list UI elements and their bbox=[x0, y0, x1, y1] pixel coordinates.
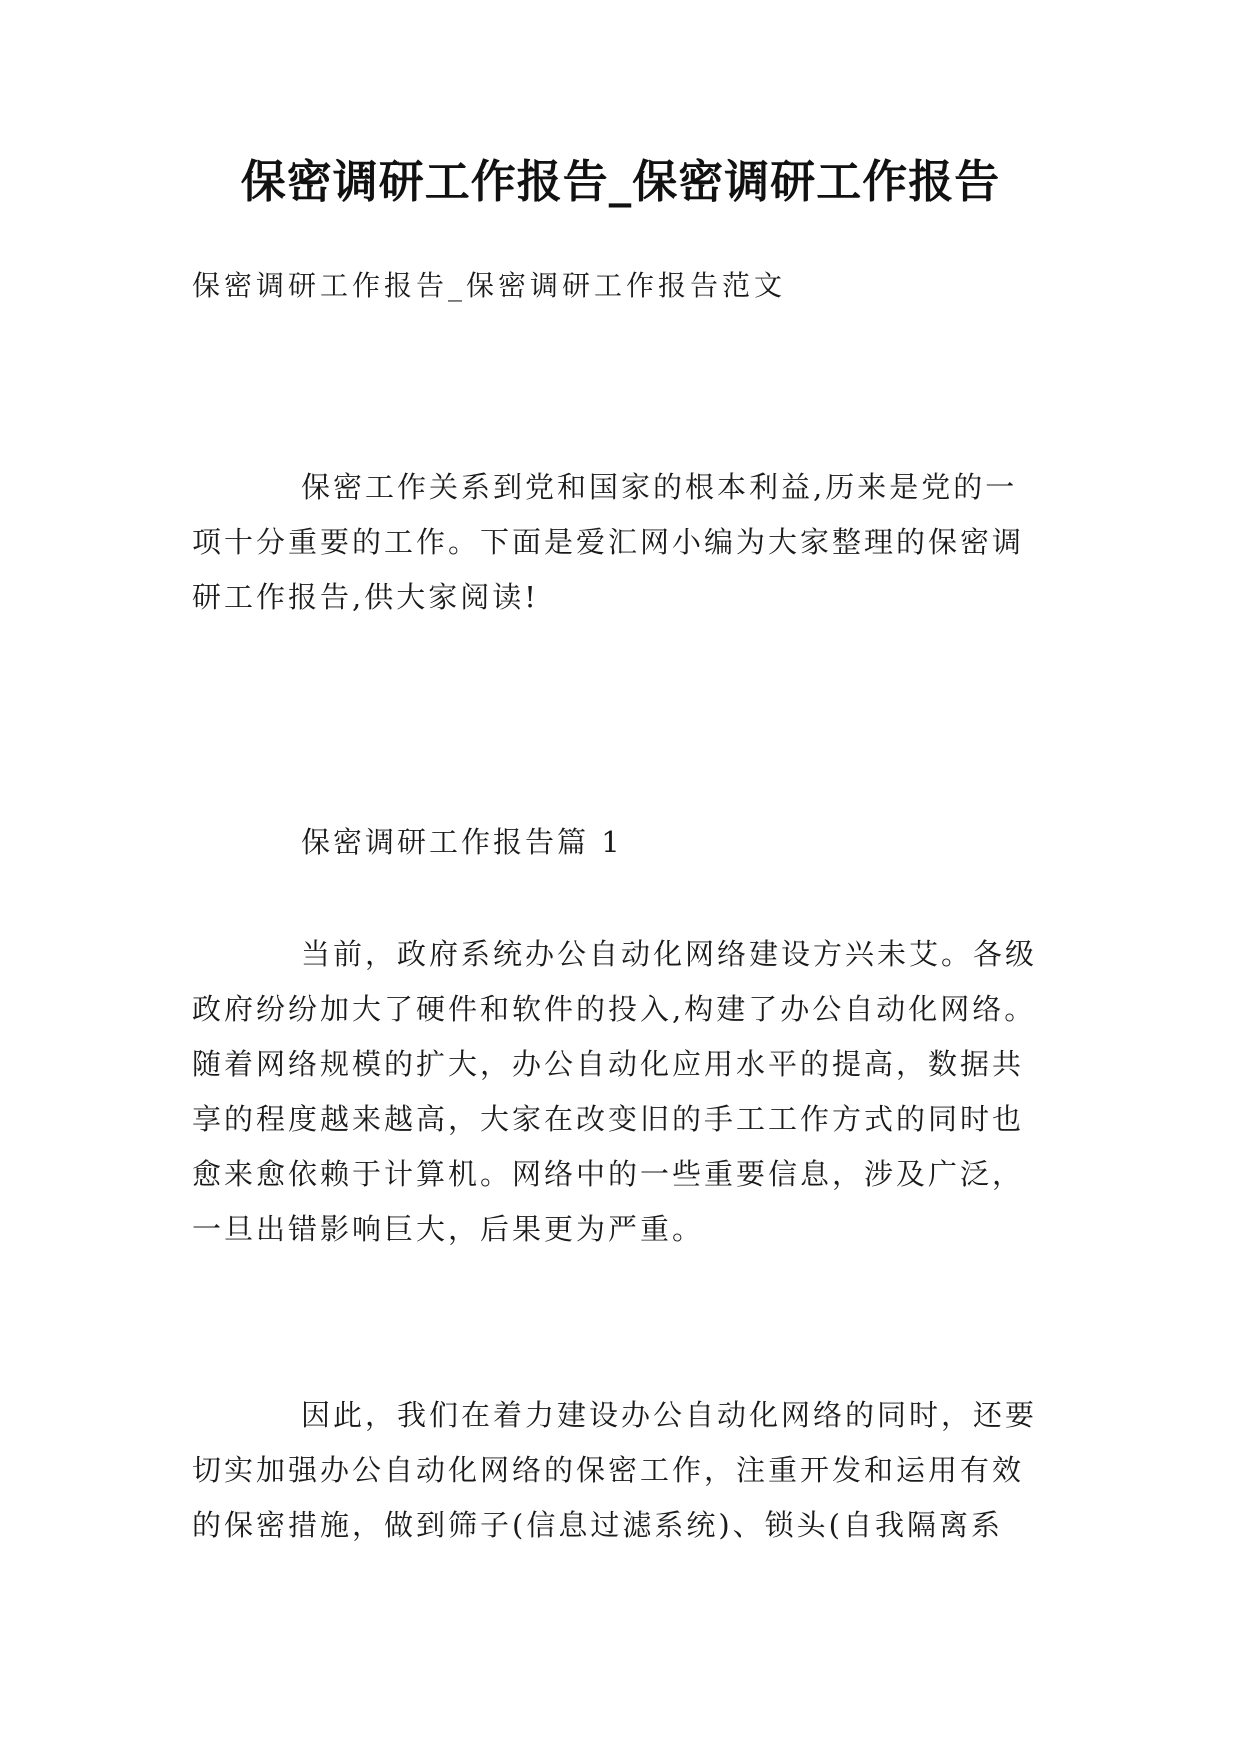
document-title: 保密调研工作报告_保密调研工作报告 bbox=[240, 155, 1001, 208]
document-subtitle: 保密调研工作报告_保密调研工作报告范文 bbox=[192, 269, 787, 302]
paragraph-line: 当前，政府系统办公自动化网络建设方兴未艾。各级 bbox=[301, 937, 1038, 971]
paragraph-line: 随着网络规模的扩大，办公自动化应用水平的提高，数据共 bbox=[192, 1047, 1025, 1081]
intro-paragraph bbox=[192, 460, 1052, 625]
paragraph-line: 切实加强办公自动化网络的保密工作，注重开发和运用有效 bbox=[192, 1453, 1025, 1487]
paragraph-line: 保密工作关系到党和国家的根本利益,历来是党的一 bbox=[301, 470, 1018, 504]
paragraph-line: 一旦出错影响巨大，后果更为严重。 bbox=[192, 1212, 705, 1246]
body-paragraph-1 bbox=[192, 927, 1052, 1257]
paragraph-line: 研工作报告,供大家阅读! bbox=[192, 580, 539, 614]
paragraph-line: 愈来愈依赖于计算机。网络中的一些重要信息，涉及广泛， bbox=[192, 1157, 1025, 1191]
paragraph-line: 政府纷纷加大了硬件和软件的投入,构建了办公自动化网络。 bbox=[192, 992, 1037, 1026]
paragraph-line: 享的程度越来越高，大家在改变旧的手工工作方式的同时也 bbox=[192, 1102, 1025, 1136]
paragraph-line: 因此，我们在着力建设办公自动化网络的同时，还要 bbox=[301, 1398, 1038, 1432]
paragraph-line: 项十分重要的工作。下面是爱汇网小编为大家整理的保密调 bbox=[192, 525, 1025, 559]
body-paragraph-2 bbox=[192, 1388, 1052, 1553]
section-heading: 保密调研工作报告篇 1 bbox=[301, 825, 623, 859]
paragraph-line: 的保密措施，做到筛子(信息过滤系统)、锁头(自我隔离系 bbox=[192, 1508, 1003, 1542]
